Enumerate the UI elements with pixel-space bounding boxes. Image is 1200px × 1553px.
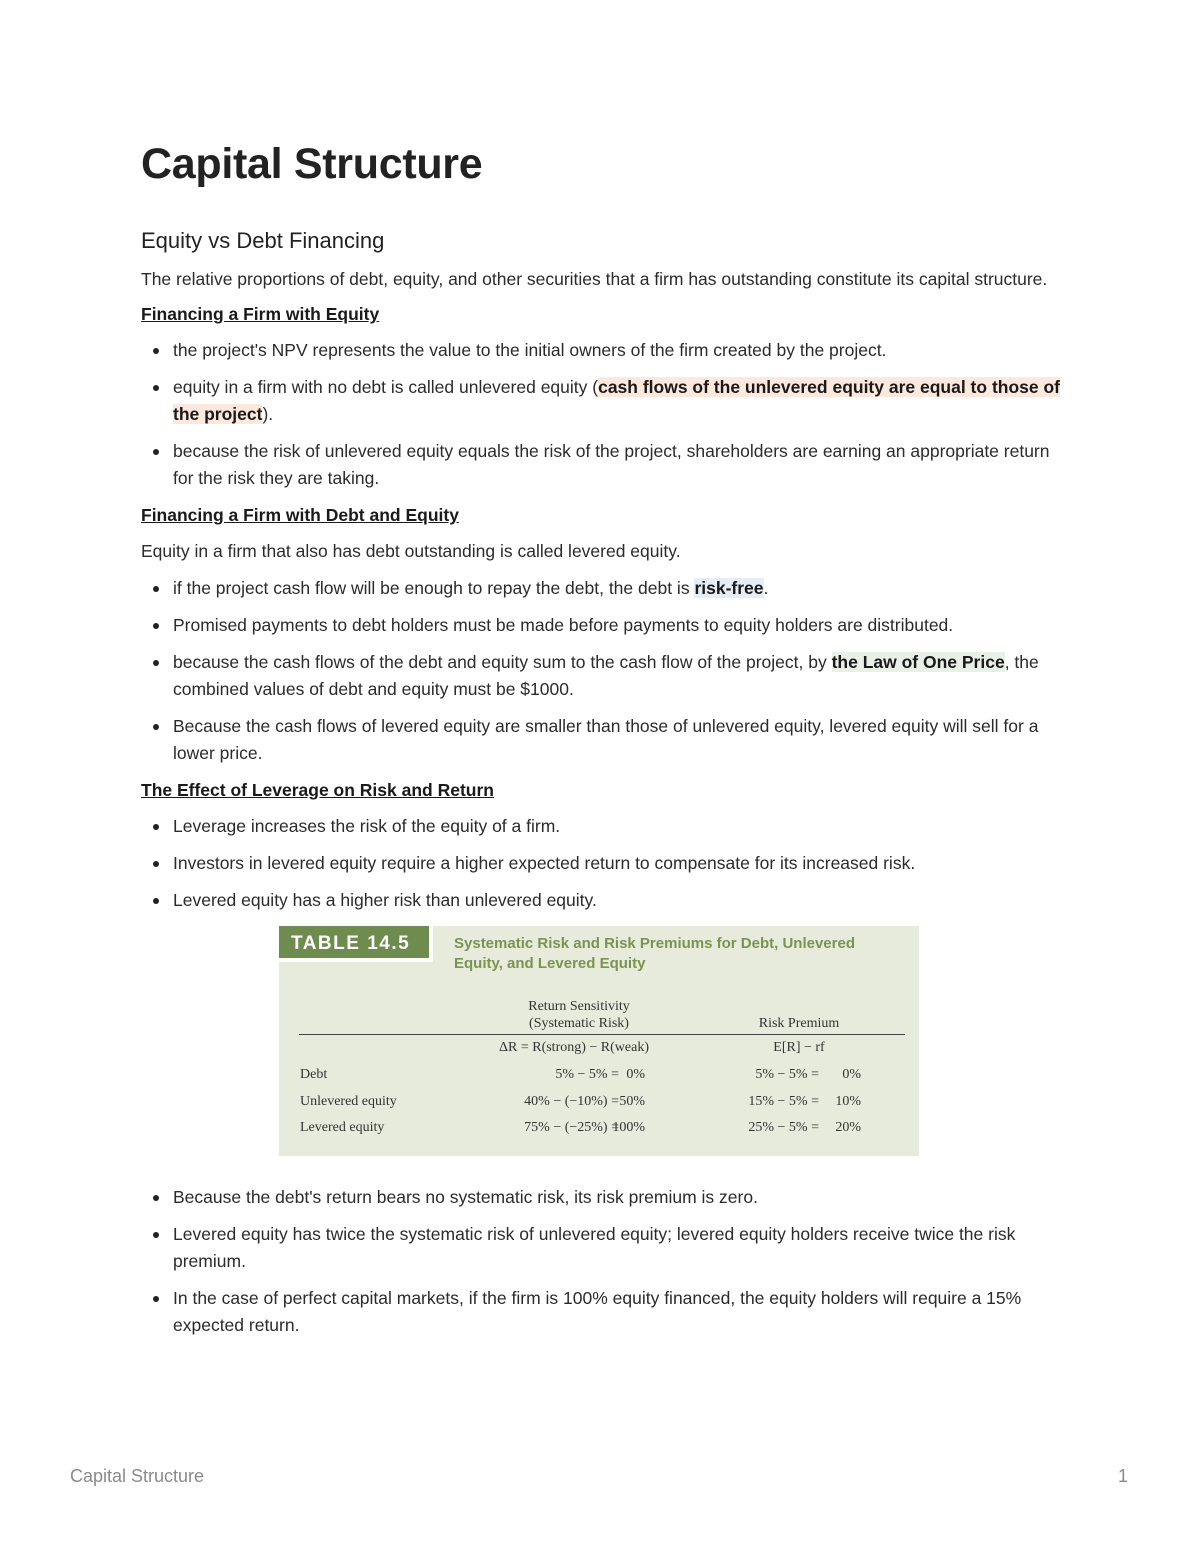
- list-item-text: ).: [262, 404, 274, 424]
- table-cell: 5% − 5% =: [755, 1067, 819, 1082]
- list-item: [141, 713, 1061, 767]
- table-cell: 5% − 5% =: [555, 1067, 619, 1082]
- page-title: Capital Structure: [141, 140, 483, 188]
- table-cell: 20%: [835, 1120, 861, 1135]
- bullet-list-equity: [141, 337, 1061, 492]
- subheading-debt-equity: Financing a Firm with Debt and Equity: [141, 505, 459, 525]
- subheading-leverage: The Effect of Leverage on Risk and Return: [141, 780, 494, 800]
- list-item: [141, 1285, 1061, 1339]
- formula-premium: E[R] − rf: [773, 1040, 825, 1055]
- page-number: 1: [1117, 1466, 1128, 1486]
- list-item: [141, 374, 1061, 428]
- table-row-label: Unlevered equity: [300, 1094, 397, 1109]
- table-cell: 0%: [626, 1067, 645, 1082]
- column-header-line: (Systematic Risk): [529, 1016, 629, 1031]
- table-row-label: Levered equity: [300, 1120, 385, 1135]
- list-item: [141, 649, 1061, 703]
- list-item: [141, 438, 1061, 492]
- list-item: [141, 850, 1061, 877]
- list-item-text: In the case of perfect capital markets, if the firm is 100% equity financed, the equity holders will require a 15% expected return.: [173, 1288, 1022, 1335]
- subheading-equity: Financing a Firm with Equity: [141, 304, 380, 324]
- footer-title: Capital Structure: [70, 1466, 205, 1486]
- list-item-text: Promised payments to debt holders must be made before payments to equity holders are distributed.: [173, 615, 954, 635]
- list-item-text: Because the debt's return bears no systematic risk, its risk premium is zero.: [173, 1187, 758, 1207]
- list-item: [141, 1184, 1061, 1211]
- bullet-list-leverage: [141, 813, 1061, 914]
- table-figure: [279, 926, 919, 1156]
- highlight-text: risk-free: [694, 578, 764, 598]
- section-heading: Equity vs Debt Financing: [141, 228, 385, 253]
- table-cell: 10%: [835, 1094, 861, 1109]
- bullet-list-debt: [141, 575, 1061, 767]
- column-header-sensitivity: [484, 998, 674, 1032]
- list-item-text: the project's NPV represents the value to the initial owners of the firm created by the project.: [173, 340, 887, 360]
- list-item-text: Leverage increases the risk of the equity of a firm.: [173, 816, 561, 836]
- list-item: [141, 887, 1061, 914]
- document-body: [141, 224, 1061, 1349]
- list-item: [141, 813, 1061, 840]
- column-header-line: Return Sensitivity: [528, 999, 630, 1014]
- list-item-text: Because the cash flows of levered equity are smaller than those of unlevered equity, levered equity will sell for a lower price.: [173, 716, 1039, 763]
- highlight-text: the Law of One Price: [831, 652, 1005, 672]
- list-item: [141, 337, 1061, 364]
- list-item-text: .: [763, 578, 769, 598]
- highlight-text: cash flows of the unlevered equity are equal to those of the project: [173, 377, 1060, 424]
- table-cell: 100%: [612, 1120, 645, 1135]
- list-item-text: , the combined values of debt and equity must be $1000.: [173, 652, 1039, 699]
- list-item: [141, 1221, 1061, 1275]
- intro-paragraph: The relative proportions of debt, equity, and other securities that a firm has outstanding constitute its capital structure.: [141, 269, 1048, 289]
- list-item-text: equity in a firm with no debt is called unlevered equity (: [173, 377, 599, 397]
- table-cell: 75% − (−25%) =: [524, 1120, 619, 1135]
- list-item-text: because the cash flows of the debt and equity sum to the cash flow of the project, by: [173, 652, 832, 672]
- column-header-premium: Risk Premium: [758, 1016, 840, 1031]
- list-item-text: because the risk of unlevered equity equals the risk of the project, shareholders are earning an appropriate return for the risk they are taking.: [173, 441, 1050, 488]
- table-cell: 25% − 5% =: [748, 1120, 819, 1135]
- bullet-list-after-table: [141, 1184, 1061, 1339]
- list-item-text: Levered equity has twice the systematic risk of unlevered equity; levered equity holders receive twice the risk premium.: [173, 1224, 1016, 1271]
- table-cell: 0%: [842, 1067, 861, 1082]
- table-badge: TABLE 14.5: [279, 926, 433, 962]
- levered-paragraph: Equity in a firm that also has debt outstanding is called levered equity.: [141, 541, 681, 561]
- formula-sensitivity: ΔR = R(strong) − R(weak): [499, 1040, 649, 1055]
- list-item: [141, 575, 1061, 602]
- table-row-label: Debt: [300, 1067, 328, 1082]
- table-cell: 40% − (−10%) =: [524, 1094, 619, 1109]
- table-rule: [299, 1034, 905, 1035]
- table-cell: 50%: [619, 1094, 645, 1109]
- list-item-text: if the project cash flow will be enough to repay the debt, the debt is: [173, 578, 695, 598]
- table-cell: 15% − 5% =: [748, 1094, 819, 1109]
- table-caption: Systematic Risk and Risk Premiums for Debt, Unlevered Equity, and Levered Equity: [454, 935, 855, 972]
- list-item: [141, 612, 1061, 639]
- list-item-text: Investors in levered equity require a higher expected return to compensate for its increased risk.: [173, 853, 916, 873]
- list-item-text: Levered equity has a higher risk than unlevered equity.: [173, 890, 597, 910]
